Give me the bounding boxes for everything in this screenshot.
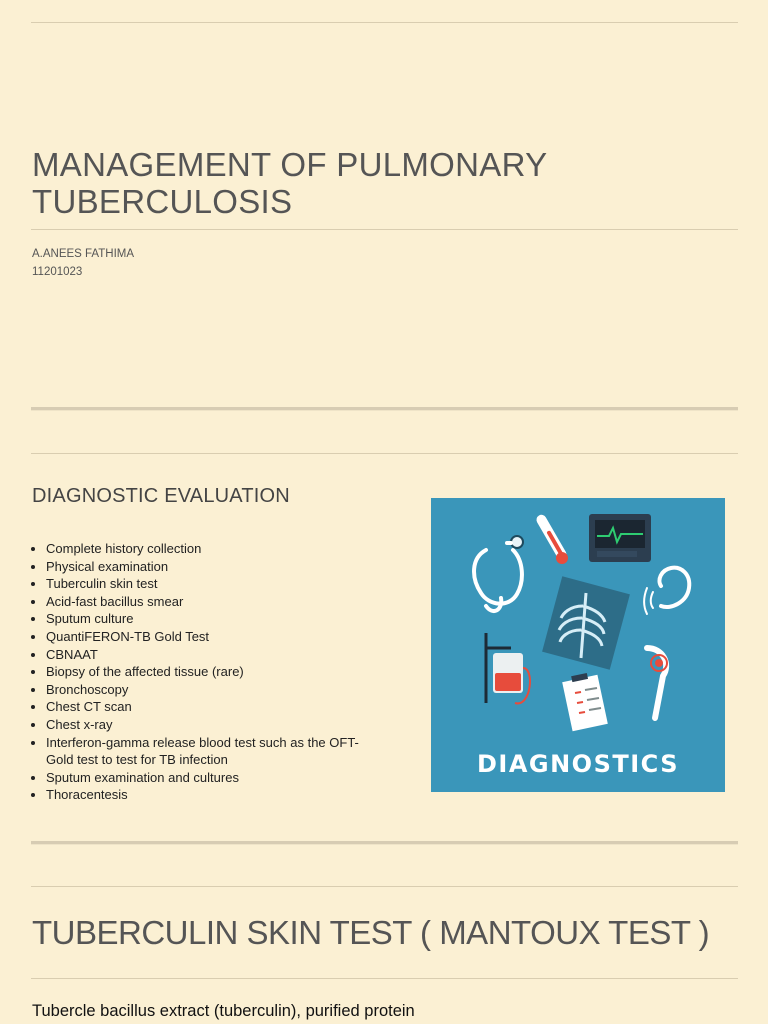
section-top-rule (31, 886, 738, 887)
title-rule (31, 978, 738, 979)
list-item: • Sputum examination and cultures (46, 769, 376, 787)
list-item: • Sputum culture (46, 610, 376, 628)
list-item: • Thoracentesis (46, 786, 376, 804)
slide-separator (31, 407, 738, 410)
top-rule (31, 22, 738, 23)
heart-monitor-icon (589, 514, 651, 562)
list-item: • Acid-fast bacillus smear (46, 593, 376, 611)
list-item: • Complete history collection (46, 540, 376, 558)
diagnostics-illustration (431, 498, 725, 792)
diagnostic-list (28, 540, 376, 804)
page-title: MANAGEMENT OF PULMONARY TUBERCULOSIS (32, 146, 547, 220)
student-id: 11201023 (32, 266, 83, 278)
list-item: • Interferon-gamma release blood test such as the OFT-Gold test to test for TB infection (46, 734, 376, 769)
section-title: DIAGNOSTIC EVALUATION (32, 485, 290, 507)
list-item: • Biopsy of the affected tissue (rare) (46, 663, 376, 681)
section-top-rule (31, 453, 738, 454)
title-rule (31, 229, 738, 230)
illustration-label: DIAGNOSTICS (476, 750, 680, 778)
author-name: A.ANEES FATHIMA (32, 248, 135, 260)
list-item: • Chest CT scan (46, 698, 376, 716)
list-item: • CBNAAT (46, 646, 376, 664)
list-item: • Chest x-ray (46, 716, 376, 734)
list-item: • Bronchoscopy (46, 681, 376, 699)
slide-separator (31, 841, 738, 844)
slide-title: TUBERCULIN SKIN TEST ( MANTOUX TEST ) (32, 914, 710, 951)
body-text: Tubercle bacillus extract (tuberculin), purified protein (32, 1002, 415, 1020)
list-item: • Physical examination (46, 558, 376, 576)
list-item: • Tuberculin skin test (46, 575, 376, 593)
list-item: • QuantiFERON-TB Gold Test (46, 628, 376, 646)
